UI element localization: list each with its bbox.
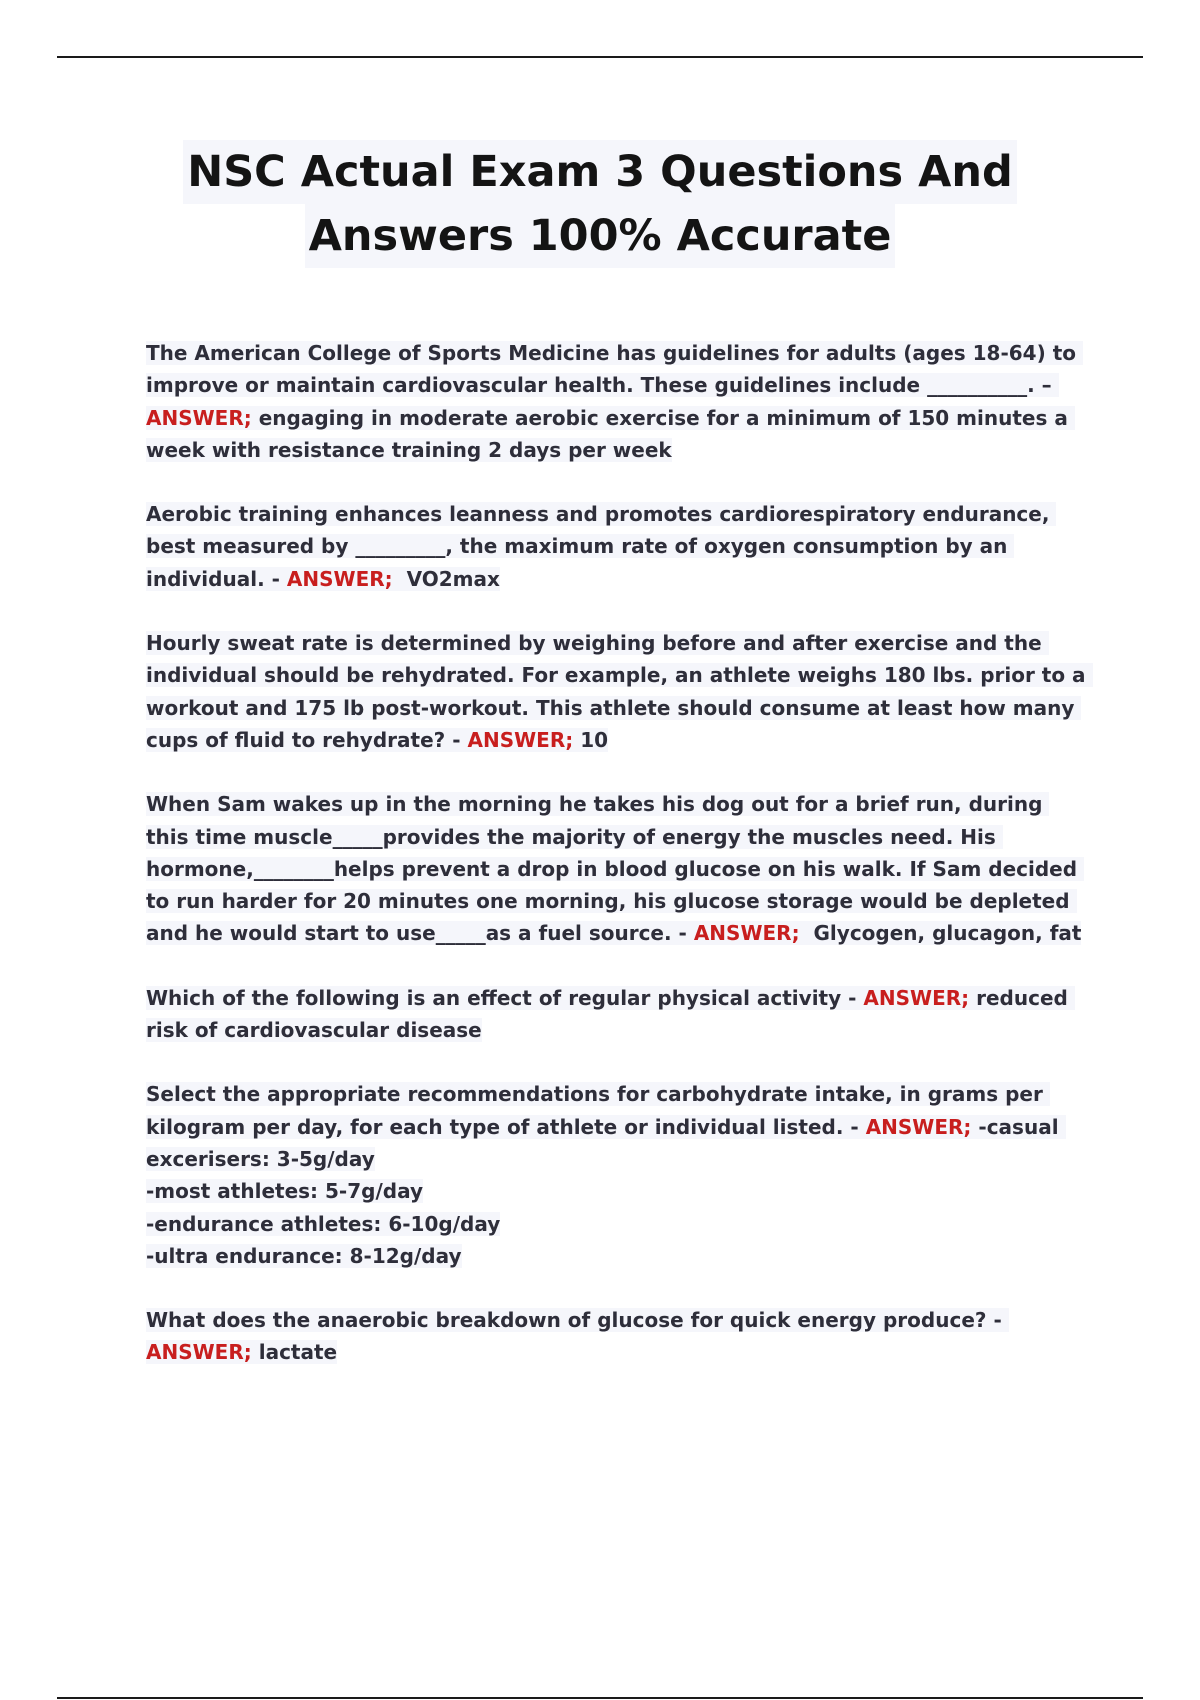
- qa-list: [146, 337, 1093, 1401]
- question-text: Which of the following is an effect of regular physical activity -: [146, 985, 864, 1010]
- question-text: What does the anaerobic breakdown of glucose for quick energy produce? -: [146, 1308, 1009, 1333]
- answer-label: ANSWER;: [693, 921, 800, 946]
- answer-label: ANSWER;: [286, 566, 393, 591]
- qa-item: [146, 1304, 1086, 1369]
- title-line-2: Answers 100% Accurate: [305, 204, 896, 268]
- page-title: [0, 140, 1200, 268]
- answer-label: ANSWER;: [865, 1114, 972, 1139]
- qa-item: [146, 627, 1093, 756]
- answer-label: ANSWER;: [146, 405, 252, 430]
- qa-item: [146, 1078, 1086, 1272]
- answer-text: -casual excerisers: 3-5g/day -most athletes: 5-7g/day -endurance athletes: 6-10g/day -ultra endurance: 8-12g/day: [146, 1114, 1059, 1268]
- qa-item: [146, 498, 1086, 595]
- question-text: When Sam wakes up in the morning he takes his dog out for a brief run, during this time muscle_____provides the majority of energy the muscles need. His hormone,________helps prevent a drop in blood glucose on his walk. If Sam decided to run harder for 20 minutes one morning, his glucose storage would be depleted and he would start to use_____as a fuel source. -: [146, 792, 1085, 946]
- answer-text: VO2max: [392, 566, 500, 591]
- title-line-1: NSC Actual Exam 3 Questions And: [183, 140, 1017, 204]
- question-text: The American College of Sports Medicine has guidelines for adults (ages 18-64) to improve or maintain cardiovascular health. These guidelines include __________. –: [146, 341, 1083, 398]
- bottom-rule: [57, 1697, 1143, 1699]
- qa-item: [146, 788, 1086, 949]
- question-text: Hourly sweat rate is determined by weighing before and after exercise and the individual should be rehydrated. For example, an athlete weighs 180 lbs. prior to a workout and 175 lb post-workout. This athlete should consume at least how many cups of fluid to rehydrate? -: [146, 631, 1093, 752]
- answer-text: reduced risk of cardiovascular disease: [146, 985, 1075, 1043]
- answer-text: engaging in moderate aerobic exercise for a minimum of 150 minutes a week with resistance training 2 days per week: [146, 405, 1075, 462]
- answer-text: 10: [573, 727, 609, 752]
- answer-text: Glycogen, glucagon, fat: [799, 921, 1082, 946]
- top-rule: [57, 56, 1143, 58]
- qa-item: [146, 337, 1086, 466]
- answer-label: ANSWER;: [467, 727, 574, 752]
- question-text: Aerobic training enhances leanness and promotes cardiorespiratory endurance, best measured by _________, the maximum rate of oxygen consumption by an individual. -: [146, 502, 1057, 591]
- answer-text: lactate: [251, 1340, 338, 1365]
- answer-label: ANSWER;: [146, 1340, 252, 1365]
- qa-item: [146, 982, 1086, 1047]
- question-text: Select the appropriate recommendations for carbohydrate intake, in grams per kilogram per day, for each type of athlete or individual listed. -: [146, 1082, 1050, 1139]
- answer-label: ANSWER;: [863, 985, 970, 1010]
